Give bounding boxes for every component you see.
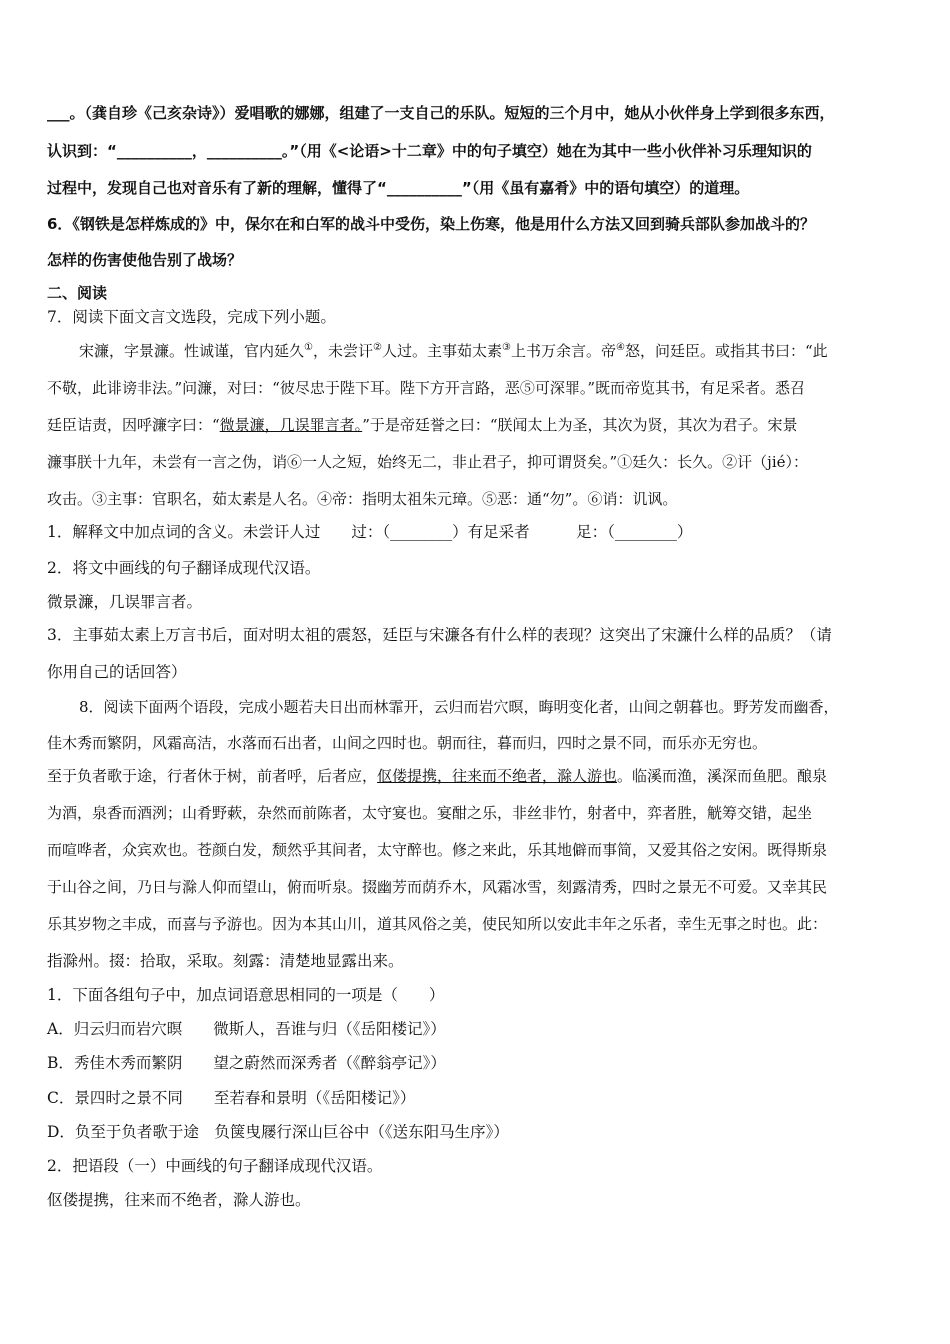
question-7-title: 7．阅读下面文言文选段，完成下列小题。 bbox=[47, 308, 336, 326]
text: ”于是帝廷誉之曰：“朕闻太上为圣，其次为贤，其次为君子。宋景 bbox=[362, 416, 798, 434]
question-7-3-cont: 你用自己的话回答） bbox=[47, 663, 187, 681]
note-marker: ④ bbox=[615, 342, 625, 353]
line-2: 认识到：“__________，__________。”（用《<论语>十二章》中的句子填空）她在为其中一些小伙伴补习乐理知识的 bbox=[47, 142, 812, 160]
option-b: B．秀佳木秀而繁阴 望之蔚然而深秀者（《醉翁亭记》） bbox=[47, 1054, 446, 1072]
question-7-2: 2．将文中画线的句子翻译成现代汉语。 bbox=[47, 559, 321, 577]
question-6: 6．《钢铁是怎样炼成的》中，保尔在和白军的战斗中受伤，染上伤寒，他是用什么方法又回到骑兵部队参加战斗的？ bbox=[47, 215, 815, 233]
underlined-sentence: 微景濂，几误罪言者。 bbox=[219, 416, 363, 434]
option-d: D．负至于负者歌于途 负箧曳屦行深山巨谷中（《送东阳马生序》） bbox=[47, 1123, 509, 1141]
question-8-1: 1．下面各组句子中，加点词语意思相同的一项是（ ） bbox=[47, 986, 445, 1004]
passage-7-notes: 攻击。③主事：官职名，茹太素是人名。④帝：指明太祖朱元璋。⑤恶：通“勿”。⑥诮：讥讽。 bbox=[47, 490, 678, 508]
passage-7-line-2: 不敬，此诽谤非法。”问濂，对曰：“彼尽忠于陛下耳。陛下方开言路，恶⑤可深罪。”既而帝览其书，有足采者。悉召 bbox=[47, 379, 806, 397]
text: ，未尝讦 bbox=[312, 342, 373, 360]
question-7-2-sentence: 微景濂，几误罪言者。 bbox=[47, 593, 203, 611]
question-8-2: 2．把语段（一）中画线的句子翻译成现代汉语。 bbox=[47, 1157, 383, 1175]
text: 上书万余言。帝 bbox=[510, 342, 616, 360]
passage-8-notes: 指滁州。掇：拾取，采取。刻露：清楚地显露出来。 bbox=[47, 952, 404, 970]
section-heading-reading: 二、阅读 bbox=[47, 284, 108, 302]
note-marker: ① bbox=[304, 342, 313, 353]
passage-7-line-3 bbox=[47, 415, 920, 435]
text: 。临溪而渔，溪深而鱼肥。酿泉 bbox=[617, 767, 828, 785]
question-7-1: 1．解释文中加点词的含义。未尝讦人过 过：（________）有足采者 足：（________） bbox=[47, 523, 693, 541]
passage-8-line-6: 乐其岁物之丰成，而喜与予游也。因为本其山川，道其风俗之美，使民知所以安此丰年之乐者，幸生无事之时也。此： bbox=[47, 915, 828, 933]
passage-7-line-4: 濂事朕十九年，未尝有一言之伪，诮⑥一人之短，始终无二，非止君子，抑可谓贤矣。”①廷久：长久。②讦（jié）： bbox=[47, 453, 808, 471]
line-3: 过程中，发现自己也对音乐有了新的理解，懂得了“__________”（用《虽有嘉肴》中的语句填空）的道理。 bbox=[47, 179, 750, 197]
underlined-sentence: 伛偻提携，往来而不绝者，滁人游也 bbox=[377, 767, 618, 785]
text: 人过。主事茹太素 bbox=[381, 342, 502, 360]
passage-8-line-5: 于山谷之间，乃日与滁人仰而望山，俯而听泉。掇幽芳而荫乔木，风霜冰雪，刻露清秀，四时之景无不可爱。又幸其民 bbox=[47, 878, 828, 896]
line-1: ___。（龚自珍《己亥杂诗》）爱唱歌的娜娜，组建了一支自己的乐队。短短的三个月中，她从小伙伴身上学到很多东西， bbox=[47, 104, 835, 122]
option-a: A．归云归而岩穴暝 微斯人，吾谁与归（《岳阳楼记》） bbox=[47, 1020, 446, 1038]
question-8-title: 8．阅读下面两个语段，完成小题若夫日出而林霏开，云归而岩穴暝，晦明变化者，山间之朝暮也。野芳发而幽香， bbox=[79, 698, 839, 716]
note-marker: ② bbox=[373, 342, 382, 353]
option-c: C．景四时之景不同 至若春和景明（《岳阳楼记》） bbox=[47, 1089, 416, 1107]
text: 怒，问廷臣。或指其书曰：“此 bbox=[624, 342, 828, 360]
passage-8-line-2 bbox=[47, 766, 920, 786]
question-7-3: 3．主事茹太素上万言书后，面对明太祖的震怒，廷臣与宋濂各有什么样的表现？这突出了宋濂什么样的品质？（请 bbox=[47, 626, 832, 644]
passage-7-line-1 bbox=[79, 341, 920, 361]
question-8-2-sentence: 伛偻提携，往来而不绝者，滁人游也。 bbox=[47, 1191, 311, 1209]
passage-8-line-1: 佳木秀而繁阴，风霜高洁，水落而石出者，山间之四时也。朝而往，暮而归，四时之景不同，而乐亦无穷也。 bbox=[47, 734, 768, 752]
question-6-cont: 怎样的伤害使他告别了战场？ bbox=[47, 251, 243, 269]
passage-8-line-4: 而喧哗者，众宾欢也。苍颜白发，颓然乎其间者，太守醉也。修之来此，乐其地僻而事简，又爱其俗之安闲。既得斯泉 bbox=[47, 841, 828, 859]
note-marker: ③ bbox=[501, 342, 511, 353]
text: 至于负者歌于途，行者休于树，前者呼，后者应， bbox=[47, 767, 378, 785]
passage-8-line-3: 为酒，泉香而酒洌；山肴野蔌，杂然而前陈者，太守宴也。宴酣之乐，非丝非竹，射者中，弈者胜，觥筹交错，起坐 bbox=[47, 804, 813, 822]
text: 廷臣诘责，因呼濂字曰：“ bbox=[47, 416, 220, 434]
text: 宋濂，字景濂。性诚谨，官内延久 bbox=[79, 342, 305, 360]
